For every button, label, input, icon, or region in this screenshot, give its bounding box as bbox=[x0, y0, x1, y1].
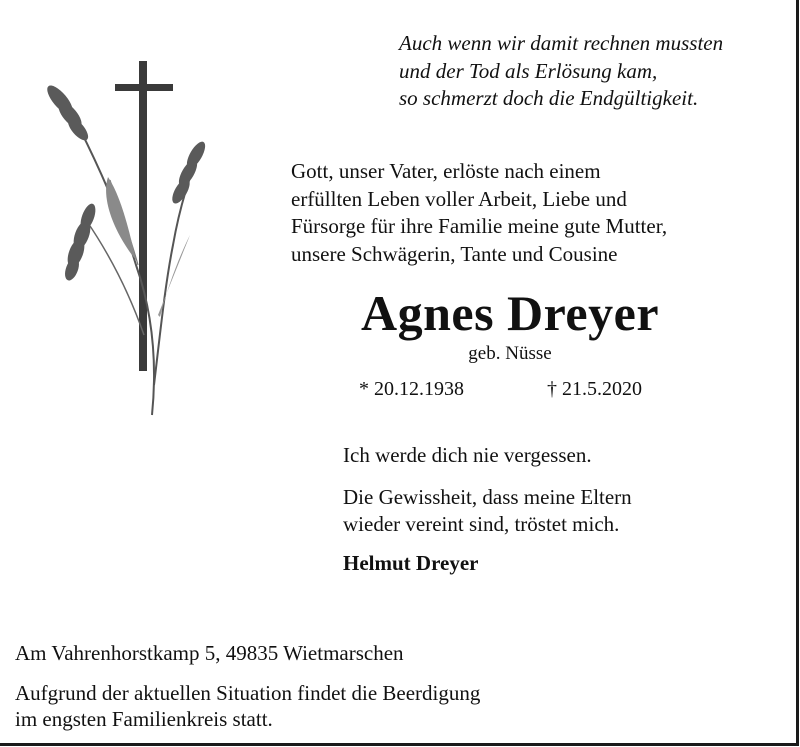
consolation-line: Die Gewissheit, dass meine Eltern bbox=[343, 485, 632, 509]
birth-date: * 20.12.1938 bbox=[359, 378, 464, 400]
announcement-line: Gott, unser Vater, erlöste nach einem bbox=[291, 159, 601, 183]
closing-consolation bbox=[343, 484, 632, 538]
signer-name: Helmut Dreyer bbox=[343, 551, 479, 575]
announcement-text bbox=[291, 158, 791, 268]
announcement-line: Fürsorge für ihre Familie meine gute Mutter, bbox=[291, 214, 668, 238]
consolation-line: wieder vereint sind, tröstet mich. bbox=[343, 512, 620, 536]
motto-line: so schmerzt doch die Endgültigkeit. bbox=[399, 86, 699, 110]
deceased-name: Agnes Dreyer bbox=[360, 285, 660, 341]
motto-quote bbox=[399, 30, 789, 113]
motto-line: Auch wenn wir damit rechnen mussten bbox=[399, 31, 724, 55]
death-date: † 21.5.2020 bbox=[547, 378, 642, 400]
announcement-line: erfüllten Leben voller Arbeit, Liebe und bbox=[291, 186, 627, 211]
notice-line: Aufgrund der aktuellen Situation findet die Beerdigung bbox=[15, 681, 481, 705]
funeral-notice bbox=[15, 680, 480, 732]
birth-name: geb. Nüsse bbox=[468, 343, 552, 364]
notice-line: im engsten Familienkreis statt. bbox=[15, 707, 273, 731]
address: Am Vahrenhorstkamp 5, 49835 Wietmarschen bbox=[15, 641, 404, 665]
cross-with-wheat-icon bbox=[40, 55, 220, 425]
motto-line: und der Tod als Erlösung kam, bbox=[399, 58, 658, 83]
closing-remark: Ich werde dich nie vergessen. bbox=[343, 443, 592, 467]
announcement-line: unsere Schwägerin, Tante und Cousine bbox=[291, 241, 618, 266]
